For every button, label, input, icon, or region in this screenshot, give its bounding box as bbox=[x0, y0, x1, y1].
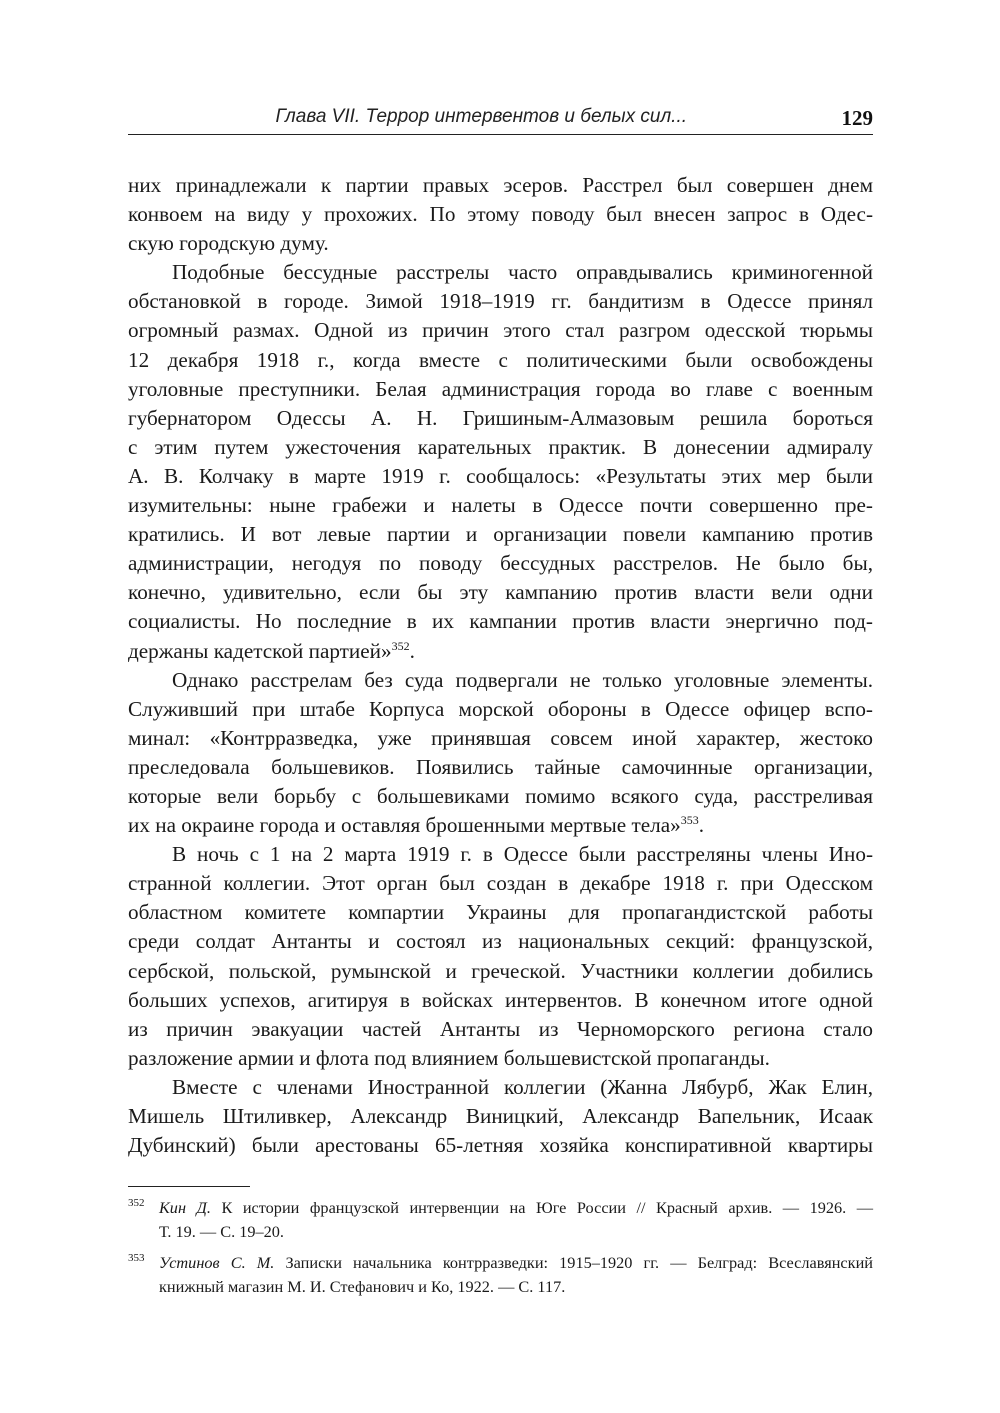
footnote-line bbox=[128, 1251, 873, 1275]
footnote-text: К истории французской интервенции на Юге России // Красный архив. — 1926. — bbox=[210, 1198, 874, 1217]
text-line: скую городскую думу. bbox=[128, 231, 329, 256]
footnote-ref-353: 353 bbox=[680, 813, 699, 827]
footnote-number: 353 bbox=[128, 1252, 145, 1264]
text-line: А. В. Колчаку в марте 1919 г. сообщалось: «Результаты этих мер были bbox=[128, 463, 873, 488]
text-line: из причин эвакуации частей Антанты из Черноморского региона стало bbox=[128, 1016, 873, 1041]
text-line: держаны кадетской партией» bbox=[128, 638, 392, 663]
text-line: Подобные бессудные расстрелы часто оправдывались криминогенной bbox=[172, 260, 873, 285]
period: . bbox=[409, 638, 415, 663]
footnote-author: Кин Д. bbox=[159, 1198, 211, 1217]
header-rule bbox=[128, 134, 873, 135]
chapter-title: Глава VII. Террор интервентов и белых сил... bbox=[275, 106, 687, 127]
text-line: конечно, удивительно, если бы эту кампанию против власти вели одни bbox=[128, 580, 873, 605]
text-line: Вместе с членами Иностранной коллегии (Жанна Лябурб, Жак Елин, bbox=[172, 1074, 873, 1099]
text-line: среди солдат Антанты и состоял из национальных секций: французской, bbox=[128, 929, 873, 954]
text-line: разложение армии и флота под влиянием большевистской пропаганды. bbox=[128, 1045, 770, 1070]
period: . bbox=[698, 813, 705, 838]
text-line: их на окраине города и оставляя брошенными мертвые тела» bbox=[128, 813, 681, 838]
text-line: странной коллегии. Этот орган был создан в декабре 1918 г. при Одесском bbox=[128, 871, 873, 896]
page-number: 129 bbox=[841, 106, 873, 130]
text-line: сербской, польской, румынской и греческой. Участники коллегии добились bbox=[128, 958, 873, 983]
text-line: с этим путем ужесточения карательных практик. В донесении адмиралу bbox=[128, 434, 873, 459]
text-line: изумительны: ныне грабежи и налеты в Одессе почти совершенно пре- bbox=[128, 493, 873, 518]
text-line: администрации, негодуя по поводу бессудных расстрелов. Не было бы, bbox=[128, 551, 873, 576]
text-line: конвоем на виду у прохожих. По этому поводу был внесен запрос в Одес- bbox=[128, 202, 873, 227]
text-line: уголовные преступники. Белая администрация города во главе с военным bbox=[128, 376, 873, 401]
footnote-number: 352 bbox=[128, 1197, 145, 1209]
text-line: преследовала большевиков. Появились тайные самочинные организации, bbox=[128, 754, 873, 779]
footnotes bbox=[128, 1196, 873, 1306]
footnote-352 bbox=[128, 1196, 873, 1244]
footnote-author: Устинов С. М. bbox=[159, 1253, 275, 1272]
footnote-rule bbox=[128, 1186, 250, 1187]
footnote-ref-352: 352 bbox=[391, 638, 410, 653]
text-line: минал: «Контрразведка, уже принявшая совсем иной характер, жестоко bbox=[128, 725, 873, 750]
text-line: социалисты. Но последние в их кампании против власти энергично под- bbox=[128, 609, 873, 634]
footnote-line bbox=[128, 1196, 873, 1220]
text-line: обстановкой в городе. Зимой 1918–1919 гг. бандитизм в Одессе принял bbox=[128, 289, 873, 314]
text-line: Служивший при штабе Корпуса морской обороны в Одессе офицер вспо- bbox=[128, 696, 873, 721]
text-line: кратились. И вот левые партии и организации повели кампанию против bbox=[128, 522, 873, 547]
text-line: 12 декабря 1918 г., когда вместе с политическими были освобождены bbox=[128, 347, 873, 372]
text-line: В ночь с 1 на 2 марта 1919 г. в Одессе были расстреляны члены Ино- bbox=[172, 842, 873, 867]
footnote-line: книжный магазин М. И. Стефанович и Ко, 1922. — С. 117. bbox=[159, 1277, 566, 1296]
text-line: них принадлежали к партии правых эсеров. Расстрел был совершен днем bbox=[128, 173, 873, 197]
text-line: огромный размах. Одной из причин этого стал разгром одесской тюрьмы bbox=[128, 318, 873, 343]
footnote-353 bbox=[128, 1251, 873, 1299]
text-line: губернатором Одессы А. Н. Гришиным-Алмазовым решила бороться bbox=[128, 405, 873, 430]
text-line-with-footnote-ref bbox=[128, 637, 873, 666]
text-line: областном комитете компартии Украины для пропагандистской работы bbox=[128, 900, 873, 925]
text-line: больших успехов, агитируя в войсках интервентов. В конечном итоге одной bbox=[128, 987, 873, 1012]
footnote-line: Т. 19. — С. 19–20. bbox=[159, 1222, 285, 1241]
text-line: которые вели борьбу с большевиками помимо всякого суда, расстреливая bbox=[128, 783, 873, 808]
text-line: Дубинский) были арестованы 65-летняя хозяйка конспиративной квартиры bbox=[128, 1133, 873, 1158]
running-header bbox=[128, 104, 873, 136]
body-text bbox=[128, 171, 873, 1160]
text-line-with-footnote-ref bbox=[128, 811, 873, 840]
footnote-text: Записки начальника контрразведки: 1915–1920 гг. — Белград: Всеславянский bbox=[274, 1253, 873, 1272]
text-line: Мишель Штиливкер, Александр Виницкий, Александр Вапельник, Исаак bbox=[128, 1104, 873, 1128]
text-line: Однако расстрелам без суда подвергали не только уголовные элементы. bbox=[172, 667, 873, 692]
